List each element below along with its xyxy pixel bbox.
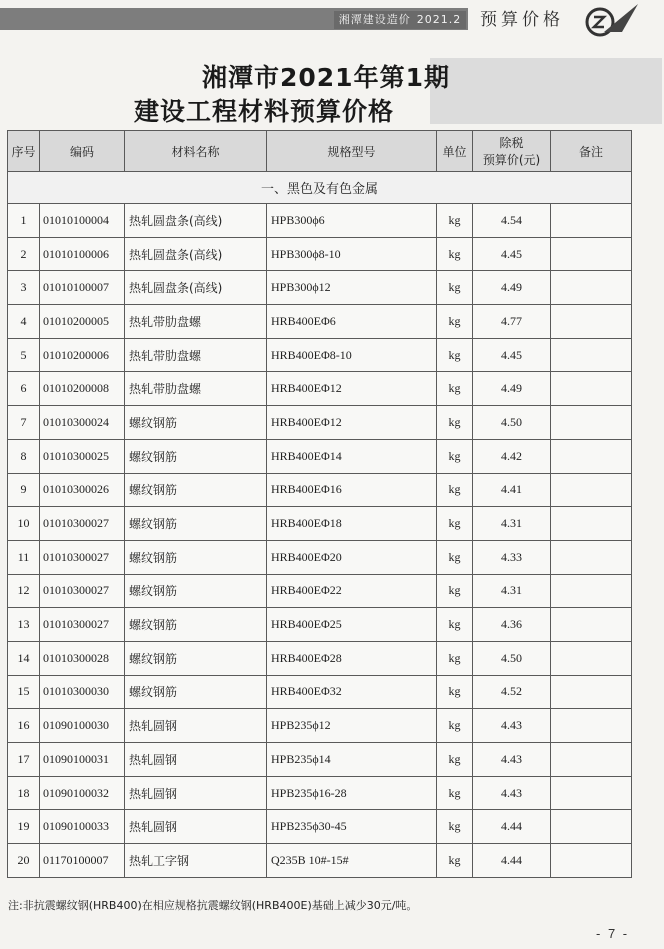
row-unit: kg [437, 810, 473, 844]
table-row [8, 540, 632, 574]
row-spec: HRB400EΦ14 [267, 439, 437, 473]
title-block [0, 58, 664, 124]
row-code: 01010300027 [40, 540, 125, 574]
row-seq: 13 [8, 608, 40, 642]
row-spec: HPB300ϕ12 [267, 271, 437, 305]
header-name: 材料名称 [125, 131, 267, 172]
category-label: 一、黑色及有色金属 [8, 172, 632, 204]
row-code: 01010100007 [40, 271, 125, 305]
header-code: 编码 [40, 131, 125, 172]
row-name: 螺纹钢筋 [125, 540, 267, 574]
row-code: 01010200005 [40, 305, 125, 339]
row-remark [551, 439, 632, 473]
row-price: 4.44 [473, 844, 551, 878]
row-price: 4.54 [473, 204, 551, 238]
row-name: 热轧带肋盘螺 [125, 372, 267, 406]
row-code: 01010300027 [40, 608, 125, 642]
category-row [8, 172, 632, 204]
row-seq: 5 [8, 338, 40, 372]
row-code: 01010300027 [40, 574, 125, 608]
table-row [8, 776, 632, 810]
row-code: 01170100007 [40, 844, 125, 878]
header-seq: 序号 [8, 131, 40, 172]
row-spec: HRB400EΦ12 [267, 406, 437, 440]
publication-name: 湘潭建设造价 [338, 13, 411, 26]
row-remark [551, 540, 632, 574]
row-code: 01090100033 [40, 810, 125, 844]
row-remark [551, 776, 632, 810]
row-name: 热轧带肋盘螺 [125, 338, 267, 372]
row-seq: 19 [8, 810, 40, 844]
table-row [8, 406, 632, 440]
row-code: 01010300024 [40, 406, 125, 440]
row-seq: 15 [8, 675, 40, 709]
row-code: 01010100006 [40, 237, 125, 271]
row-code: 01010200008 [40, 372, 125, 406]
row-price: 4.41 [473, 473, 551, 507]
header-price-line1: 除税 [499, 136, 524, 150]
row-seq: 17 [8, 743, 40, 777]
row-remark [551, 608, 632, 642]
row-name: 热轧圆盘条(高线) [125, 237, 267, 271]
row-code: 01010100004 [40, 204, 125, 238]
row-spec: HPB235ϕ30-45 [267, 810, 437, 844]
row-price: 4.36 [473, 608, 551, 642]
row-seq: 11 [8, 540, 40, 574]
header-price-line2: 预算价(元) [482, 153, 541, 167]
table-row [8, 574, 632, 608]
table-row [8, 709, 632, 743]
row-spec: HRB400EΦ22 [267, 574, 437, 608]
row-unit: kg [437, 675, 473, 709]
row-name: 螺纹钢筋 [125, 641, 267, 675]
page-title-line2: 建设工程材料预算价格 [134, 97, 395, 126]
row-name: 螺纹钢筋 [125, 473, 267, 507]
publication-label [334, 11, 466, 29]
row-unit: kg [437, 540, 473, 574]
row-name: 热轧带肋盘螺 [125, 305, 267, 339]
table-row [8, 305, 632, 339]
row-seq: 12 [8, 574, 40, 608]
row-seq: 14 [8, 641, 40, 675]
row-name: 螺纹钢筋 [125, 574, 267, 608]
row-code: 01010300030 [40, 675, 125, 709]
row-price: 4.45 [473, 237, 551, 271]
page-title-line1: 湘潭市2021年第1期 [202, 63, 450, 92]
row-unit: kg [437, 338, 473, 372]
row-code: 01090100030 [40, 709, 125, 743]
row-price: 4.50 [473, 641, 551, 675]
row-seq: 16 [8, 709, 40, 743]
row-price: 4.43 [473, 743, 551, 777]
table-row [8, 675, 632, 709]
row-remark [551, 844, 632, 878]
row-spec: HRB400EΦ32 [267, 675, 437, 709]
row-unit: kg [437, 237, 473, 271]
row-unit: kg [437, 743, 473, 777]
row-remark [551, 406, 632, 440]
row-code: 01010300027 [40, 507, 125, 541]
table-row [8, 810, 632, 844]
row-spec: HRB400EΦ12 [267, 372, 437, 406]
row-code: 01010300025 [40, 439, 125, 473]
row-remark [551, 237, 632, 271]
row-spec: HPB300ϕ6 [267, 204, 437, 238]
row-unit: kg [437, 709, 473, 743]
row-seq: 20 [8, 844, 40, 878]
row-remark [551, 574, 632, 608]
row-seq: 6 [8, 372, 40, 406]
row-spec: HRB400EΦ25 [267, 608, 437, 642]
row-price: 4.49 [473, 372, 551, 406]
row-spec: HRB400EΦ16 [267, 473, 437, 507]
row-unit: kg [437, 406, 473, 440]
row-remark [551, 641, 632, 675]
row-name: 热轧圆盘条(高线) [125, 271, 267, 305]
row-spec: HRB400EΦ28 [267, 641, 437, 675]
row-remark [551, 810, 632, 844]
row-spec: HPB235ϕ14 [267, 743, 437, 777]
row-price: 4.52 [473, 675, 551, 709]
table-row [8, 507, 632, 541]
page-number: - 7 - [596, 926, 630, 941]
table-row [8, 743, 632, 777]
header-spec: 规格型号 [267, 131, 437, 172]
row-remark [551, 743, 632, 777]
row-remark [551, 204, 632, 238]
row-spec: Q235B 10#-15# [267, 844, 437, 878]
row-price: 4.50 [473, 406, 551, 440]
price-table [7, 130, 632, 878]
row-seq: 9 [8, 473, 40, 507]
row-spec: HRB400EΦ20 [267, 540, 437, 574]
table-row [8, 338, 632, 372]
row-unit: kg [437, 507, 473, 541]
row-spec: HRB400EΦ6 [267, 305, 437, 339]
row-code: 01010300026 [40, 473, 125, 507]
row-name: 热轧圆钢 [125, 709, 267, 743]
row-code: 01010200006 [40, 338, 125, 372]
table-row [8, 608, 632, 642]
row-price: 4.42 [473, 439, 551, 473]
row-price: 4.49 [473, 271, 551, 305]
row-seq: 10 [8, 507, 40, 541]
row-remark [551, 305, 632, 339]
row-seq: 1 [8, 204, 40, 238]
header-unit: 单位 [437, 131, 473, 172]
table-row [8, 439, 632, 473]
table-row [8, 641, 632, 675]
row-price: 4.31 [473, 507, 551, 541]
row-name: 螺纹钢筋 [125, 675, 267, 709]
row-price: 4.43 [473, 776, 551, 810]
row-name: 螺纹钢筋 [125, 507, 267, 541]
footnote: 注:非抗震螺纹钢(HRB400)在相应规格抗震螺纹钢(HRB400E)基础上减少30元/吨。 [8, 899, 418, 912]
row-unit: kg [437, 776, 473, 810]
section-title: 预算价格 [480, 10, 564, 30]
row-price: 4.44 [473, 810, 551, 844]
row-spec: HRB400EΦ18 [267, 507, 437, 541]
row-spec: HPB235ϕ12 [267, 709, 437, 743]
table-header-row [8, 131, 632, 172]
row-unit: kg [437, 473, 473, 507]
row-unit: kg [437, 844, 473, 878]
row-price: 4.45 [473, 338, 551, 372]
row-spec: HPB300ϕ8-10 [267, 237, 437, 271]
row-remark [551, 372, 632, 406]
header-remark: 备注 [551, 131, 632, 172]
publication-issue: 2021.2 [416, 13, 462, 26]
row-code: 01090100031 [40, 743, 125, 777]
row-name: 螺纹钢筋 [125, 608, 267, 642]
row-remark [551, 271, 632, 305]
row-seq: 2 [8, 237, 40, 271]
row-name: 螺纹钢筋 [125, 439, 267, 473]
row-price: 4.43 [473, 709, 551, 743]
table-row [8, 204, 632, 238]
table-row [8, 271, 632, 305]
row-unit: kg [437, 439, 473, 473]
row-remark [551, 338, 632, 372]
row-name: 热轧圆钢 [125, 810, 267, 844]
table-row [8, 844, 632, 878]
row-code: 01010300028 [40, 641, 125, 675]
row-unit: kg [437, 641, 473, 675]
row-seq: 8 [8, 439, 40, 473]
row-remark [551, 507, 632, 541]
row-spec: HPB235ϕ16-28 [267, 776, 437, 810]
row-spec: HRB400EΦ8-10 [267, 338, 437, 372]
header-price [473, 131, 551, 172]
row-price: 4.31 [473, 574, 551, 608]
row-remark [551, 473, 632, 507]
row-unit: kg [437, 608, 473, 642]
cz-logo-icon [584, 2, 640, 40]
row-unit: kg [437, 305, 473, 339]
row-remark [551, 675, 632, 709]
row-name: 热轧圆钢 [125, 743, 267, 777]
row-seq: 3 [8, 271, 40, 305]
row-unit: kg [437, 271, 473, 305]
row-unit: kg [437, 574, 473, 608]
row-seq: 7 [8, 406, 40, 440]
row-code: 01090100032 [40, 776, 125, 810]
table-row [8, 237, 632, 271]
row-name: 螺纹钢筋 [125, 406, 267, 440]
table-row [8, 372, 632, 406]
row-unit: kg [437, 372, 473, 406]
row-name: 热轧圆盘条(高线) [125, 204, 267, 238]
row-seq: 4 [8, 305, 40, 339]
row-price: 4.33 [473, 540, 551, 574]
table-row [8, 473, 632, 507]
row-seq: 18 [8, 776, 40, 810]
row-name: 热轧工字钢 [125, 844, 267, 878]
row-remark [551, 709, 632, 743]
row-unit: kg [437, 204, 473, 238]
row-price: 4.77 [473, 305, 551, 339]
row-name: 热轧圆钢 [125, 776, 267, 810]
